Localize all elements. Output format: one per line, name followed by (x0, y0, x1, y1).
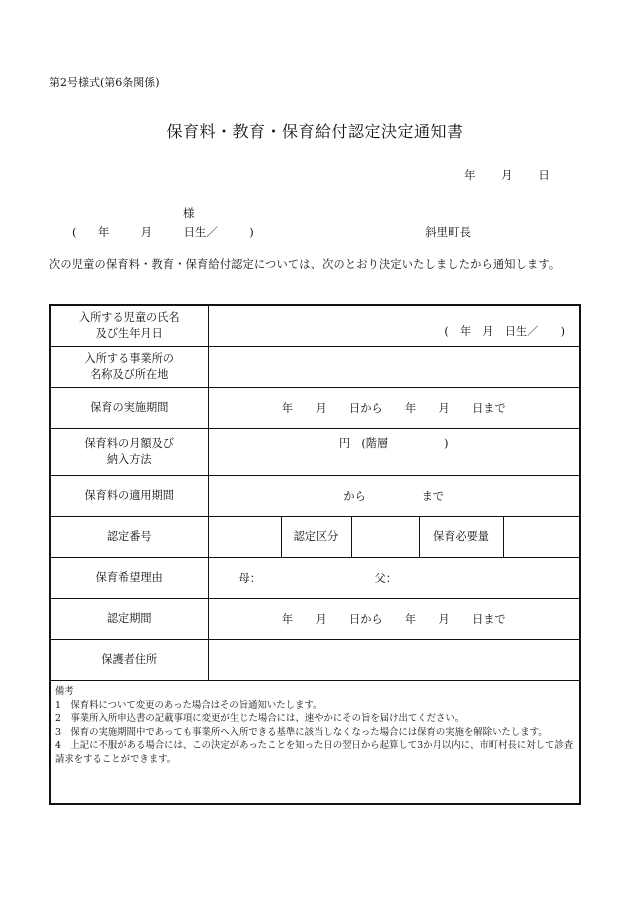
fee-period-value: から まで (208, 476, 580, 517)
issue-date (464, 167, 550, 183)
issue-month: 月 (501, 168, 513, 182)
intro-text: 次の児童の保育料・教育・保育給付認定については、次のとおり決定いたしましたから通知します。 (49, 258, 561, 271)
need-label: 保育必要量 (419, 517, 503, 558)
facility-value (208, 347, 580, 388)
fee-label: 保育料の月額及び 納入方法 (50, 429, 208, 476)
note-item-3: 3 保育の実施期間中であっても事業所へ入所できる基準に該当しなくなった場合には保育の実施を解除いたします。 (55, 726, 548, 738)
guardian-label: 保護者住所 (50, 640, 208, 681)
fee-value: 円 (階層 ) (208, 429, 580, 476)
child-value: ( 年 月 日生／ ) (208, 305, 580, 347)
period-label: 保育の実施期間 (50, 388, 208, 429)
issue-day: 日 (538, 168, 550, 182)
note-item-1: 1 保育料について変更のあった場合はその旨通知いたします。 (55, 699, 323, 711)
mother-label: 母： (238, 572, 261, 585)
facility-label: 入所する事業所の 名称及び所在地 (50, 347, 208, 388)
reason-label: 保育希望理由 (50, 558, 208, 599)
issuer: 斜里町長 (425, 225, 471, 239)
guardian-value (208, 640, 580, 681)
cert-class-value (351, 517, 419, 558)
cert-class-label: 認定区分 (281, 517, 351, 558)
period-value: 年 月 日から 年 月 日まで (208, 388, 580, 429)
notes-heading: 備考 (55, 686, 74, 697)
certification-table (49, 304, 581, 805)
cert-no-label: 認定番号 (50, 517, 208, 558)
father-label: 父： (374, 572, 397, 585)
fee-period-label: 保育料の適用期間 (50, 476, 208, 517)
child-label: 入所する児童の氏名 及び生年月日 (50, 305, 208, 347)
note-item-4: 4 上記に不服がある場合には、この決定があったことを知った日の翌日から起算して3か月以内に、市町村長に対して診査請求をすることができます。 (55, 740, 574, 765)
recipient-dob (72, 224, 254, 240)
notes-section (50, 681, 580, 805)
document-title: 保育料・教育・保育給付認定決定通知書 (166, 122, 464, 141)
form-code: 第2号様式(第6条関係) (49, 76, 160, 89)
dob-year: 年 (97, 225, 110, 239)
dob-month: 月 (140, 225, 153, 239)
recipient-honorific: 様 (183, 206, 195, 220)
note-item-2: 2 事業所入所申込書の記載事項に変更が生じた場合には、速やかにその旨を届け出てください。 (55, 713, 465, 724)
need-value (503, 517, 580, 558)
dob-open: ( (72, 225, 77, 239)
reason-value (208, 558, 580, 599)
cert-no-value (208, 517, 281, 558)
cert-period-label: 認定期間 (50, 599, 208, 640)
cert-period-value: 年 月 日から 年 月 日まで (208, 599, 580, 640)
dob-day: 日生／ (183, 225, 218, 239)
issue-year: 年 (464, 168, 476, 182)
dob-close: ) (249, 225, 254, 239)
